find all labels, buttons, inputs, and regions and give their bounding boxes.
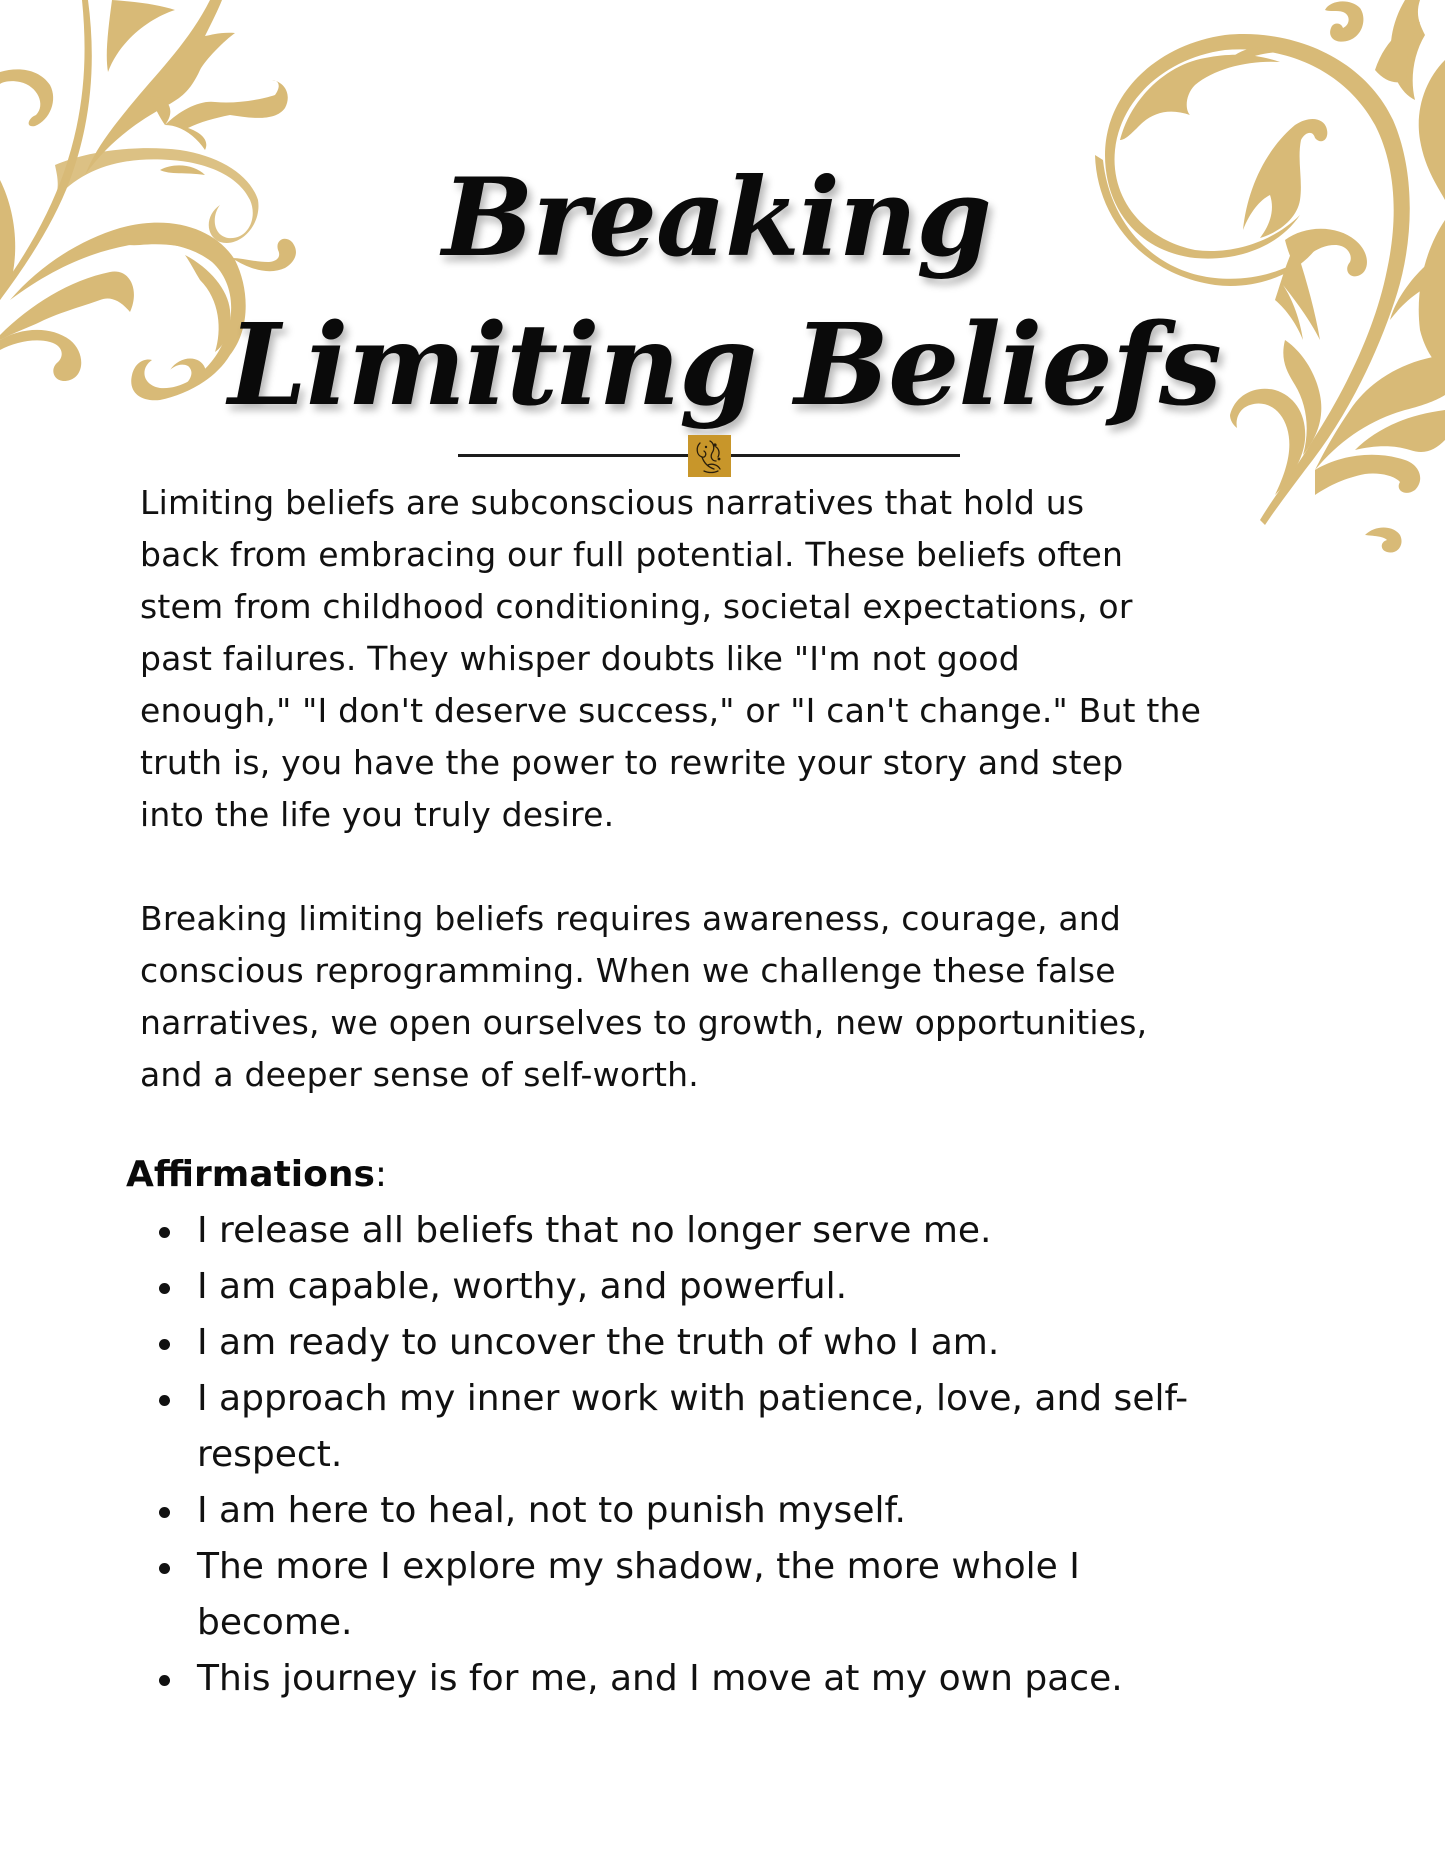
page-title-line-2: Limiting Beliefs: [228, 300, 1221, 431]
affirmation-item: [150, 1315, 1310, 1371]
affirmation-text: The more I explore my shadow, the more whole I: [197, 1546, 1080, 1587]
affirmations-heading-colon: :: [374, 1154, 388, 1195]
paragraph-line: and a deeper sense of self-worth.: [140, 1055, 699, 1094]
intro-paragraph: [140, 477, 1315, 841]
affirmations-heading: [126, 1150, 387, 1200]
second-paragraph: [140, 893, 1315, 1101]
affirmations-list: [150, 1203, 1310, 1707]
affirmation-item: [150, 1539, 1310, 1651]
affirmation-text-continued: become.: [197, 1602, 353, 1643]
bullet-icon: [159, 1283, 170, 1294]
affirmation-text: I am capable, worthy, and powerful.: [197, 1266, 848, 1307]
paragraph-line: back from embracing our full potential. These beliefs often: [140, 535, 1124, 574]
bullet-icon: [159, 1339, 170, 1350]
affirmation-text: This journey is for me, and I move at my own pace.: [197, 1658, 1123, 1699]
affirmation-text: I am here to heal, not to punish myself.: [197, 1490, 906, 1531]
paragraph-line: truth is, you have the power to rewrite your story and step: [140, 743, 1124, 782]
bullet-icon: [159, 1563, 170, 1574]
page-title-line-1: Breaking: [442, 155, 991, 281]
bullet-icon: [159, 1675, 170, 1686]
title-divider-right: [728, 454, 960, 457]
paragraph-line: conscious reprogramming. When we challenge these false: [140, 951, 1116, 990]
floral-ornament-icon: [688, 435, 731, 477]
paragraph-line: narratives, we open ourselves to growth, new opportunities,: [140, 1003, 1148, 1042]
paragraph-line: into the life you truly desire.: [140, 795, 615, 834]
affirmation-item: [150, 1483, 1310, 1539]
paragraph-line: Limiting beliefs are subconscious narratives that hold us: [140, 483, 1085, 522]
title-divider-left: [458, 454, 690, 457]
affirmation-item: [150, 1259, 1310, 1315]
affirmation-text: I release all beliefs that no longer serve me.: [197, 1210, 992, 1251]
bullet-icon: [159, 1395, 170, 1406]
affirmation-item: [150, 1371, 1310, 1483]
affirmation-item: [150, 1651, 1310, 1707]
affirmation-text: I am ready to uncover the truth of who I am.: [197, 1322, 1000, 1363]
paragraph-line: Breaking limiting beliefs requires awareness, courage, and: [140, 899, 1122, 938]
bullet-icon: [159, 1507, 170, 1518]
affirmations-heading-text: Affirmations: [126, 1154, 375, 1195]
paragraph-line: stem from childhood conditioning, societal expectations, or: [140, 587, 1133, 626]
paragraph-line: enough," "I don't deserve success," or "I can't change." But the: [140, 691, 1202, 730]
paragraph-line: past failures. They whisper doubts like "I'm not good: [140, 639, 1020, 678]
affirmation-item: [150, 1203, 1310, 1259]
affirmation-text: I approach my inner work with patience, love, and self-: [197, 1378, 1189, 1419]
affirmation-text-continued: respect.: [197, 1434, 343, 1475]
bullet-icon: [159, 1227, 170, 1238]
